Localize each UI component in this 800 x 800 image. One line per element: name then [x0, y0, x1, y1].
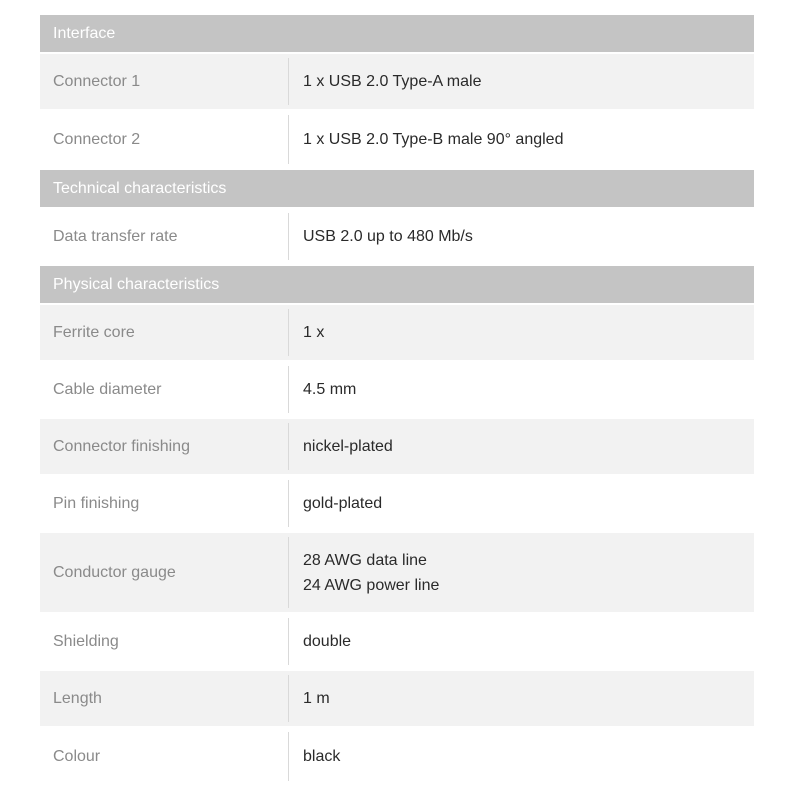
- spec-value-line: USB 2.0 up to 480 Mb/s: [303, 228, 473, 245]
- spec-value-line: 1 m: [303, 690, 330, 707]
- spec-row-ferrite-core: [40, 305, 754, 360]
- spec-label: Colour: [53, 747, 101, 765]
- spec-label: Data transfer rate: [53, 227, 178, 245]
- section-header-interface: Interface: [40, 15, 754, 52]
- spec-value: [289, 362, 754, 417]
- spec-value: [289, 305, 754, 360]
- spec-row-colour: [40, 728, 754, 785]
- spec-row-connector-1: [40, 54, 754, 109]
- spec-value: [289, 111, 754, 168]
- spec-label: Ferrite core: [53, 323, 135, 341]
- spec-row-pin-finishing: [40, 476, 754, 531]
- spec-row-data-transfer-rate: [40, 209, 754, 264]
- spec-value-line: nickel-plated: [303, 438, 393, 455]
- spec-row-connector-finishing: [40, 419, 754, 474]
- spec-value-line: 4.5 mm: [303, 381, 357, 398]
- spec-table: [40, 15, 754, 787]
- spec-value-line: 1 x USB 2.0 Type-B male 90° angled: [303, 131, 564, 148]
- section-header-technical: Technical characteristics: [40, 170, 754, 207]
- spec-label: Connector finishing: [53, 437, 190, 455]
- spec-row-shielding: [40, 614, 754, 669]
- section-header-physical: Physical characteristics: [40, 266, 754, 303]
- spec-label: Cable diameter: [53, 380, 162, 398]
- spec-value-line: double: [303, 633, 352, 650]
- spec-label: Connector 1: [53, 72, 141, 90]
- spec-label: Conductor gauge: [53, 563, 176, 581]
- spec-row-conductor-gauge: [40, 533, 754, 612]
- spec-label: Connector 2: [53, 130, 141, 148]
- spec-row-length: [40, 671, 754, 726]
- spec-value-line: black: [303, 748, 341, 765]
- spec-label: Pin finishing: [53, 494, 140, 512]
- spec-value-line: 24 AWG power line: [303, 576, 440, 594]
- spec-value-line: 1 x USB 2.0 Type-A male: [303, 73, 482, 90]
- spec-value-line: 1 x: [303, 324, 325, 341]
- spec-value: [289, 476, 754, 531]
- spec-value-line: gold-plated: [303, 495, 383, 512]
- spec-value-line: 28 AWG data line: [303, 551, 427, 569]
- spec-value: [289, 419, 754, 474]
- spec-value: [289, 54, 754, 109]
- spec-value: [289, 728, 754, 785]
- spec-value: [289, 614, 754, 669]
- spec-value: [289, 671, 754, 726]
- spec-row-cable-diameter: [40, 362, 754, 417]
- spec-value: [289, 209, 754, 264]
- spec-value: [289, 533, 754, 612]
- spec-row-connector-2: [40, 111, 754, 168]
- spec-label: Shielding: [53, 632, 119, 650]
- spec-label: Length: [53, 689, 102, 707]
